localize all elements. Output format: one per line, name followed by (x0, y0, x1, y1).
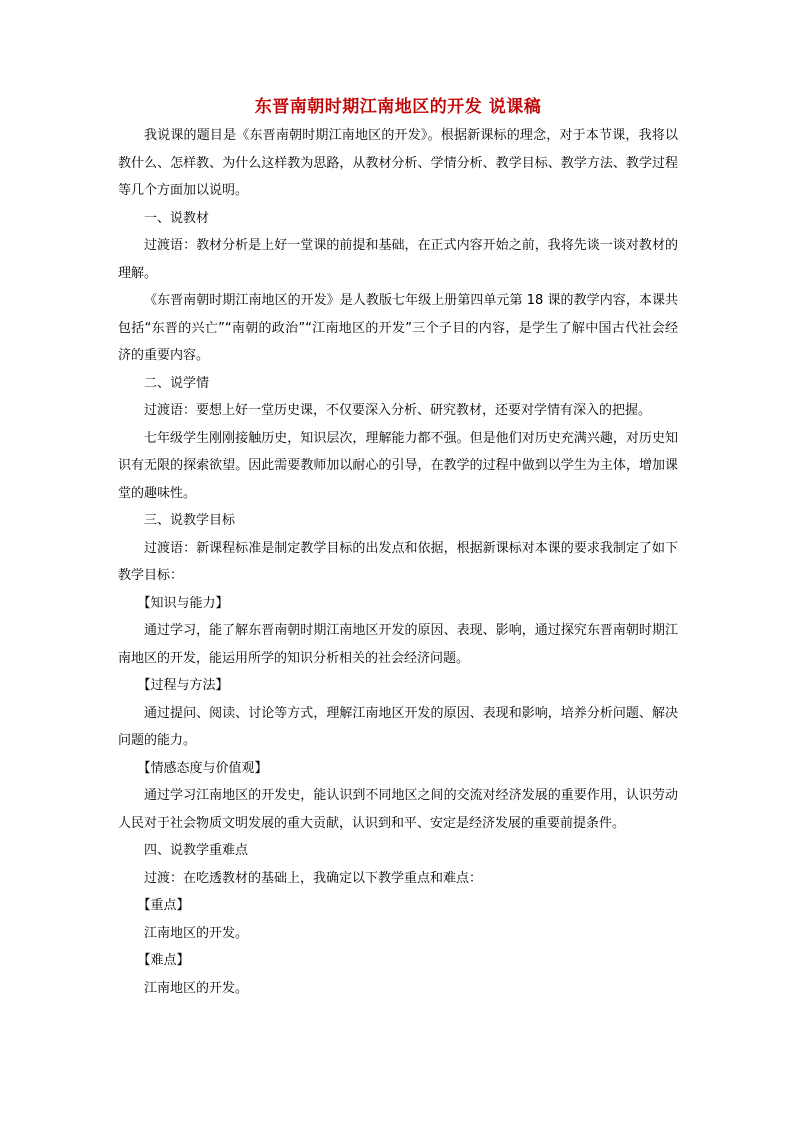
transition-paragraph: 过渡：在吃透教材的基础上，我确定以下教学重点和难点： (144, 870, 483, 886)
document-title: 东晋南朝时期江南地区的开发 说课稿 (254, 97, 542, 117)
body-paragraph: 七年级学生刚刚接触历史，知识层次，理解能力都不强。但是他们对历史充满兴趣，对历史知识有无限的探索欲望。因此需要教师加以耐心的引导，在教学的过程中做到以学生为主体，增加课堂的趣味性。 (118, 430, 678, 501)
subheading-process: 【过程与方法】 (137, 678, 229, 693)
transition-paragraph: 过渡语：要想上好一堂历史课，不仅要深入分析、研究教材，还要对学情有深入的把握。 (144, 403, 652, 418)
body-paragraph: 通过提问、阅读、讨论等方式，理解江南地区开发的原因、表现和影响，培养分析问题、解决问题的能力。 (118, 705, 678, 748)
transition-paragraph: 过渡语：教材分析是上好一堂课的前提和基础，在正式内容开始之前，我将先谈一谈对教材的理解。 (118, 238, 678, 281)
document-page (118, 96, 678, 1002)
section-heading-students: 二、说学情 (144, 375, 210, 391)
section-heading-key-points: 四、说教学重难点 (144, 843, 249, 858)
body-paragraph: 通过学习，能了解东晋南朝时期江南地区开发的原因、表现、影响，通过探究东晋南朝时期江南地区的开发，能运用所学的知识分析相关的社会经济问题。 (118, 623, 678, 666)
transition-paragraph: 过渡语：新课程标准是制定教学目标的出发点和依据，根据新课标对本课的要求我制定了如下教学目标： (118, 540, 678, 583)
body-paragraph: 通过学习江南地区的开发史，能认识到不同地区之间的交流对经济发展的重要作用，认识劳动人民对于社会物质文明发展的重大贡献，认识到和平、安定是经济发展的重要前提条件。 (118, 788, 678, 831)
section-heading-objectives: 三、说教学目标 (144, 513, 236, 528)
section-heading-textbook: 一、说教材 (144, 210, 210, 226)
subheading-knowledge: 【知识与能力】 (137, 595, 229, 611)
body-paragraph: 江南地区的开发。 (144, 980, 249, 996)
subheading-difficulty: 【难点】 (137, 953, 190, 968)
subheading-key-point: 【重点】 (137, 898, 190, 913)
body-paragraph: 江南地区的开发。 (144, 925, 249, 941)
intro-paragraph: 我说课的题目是《东晋南朝时期江南地区的开发》。根据新课标的理念，对于本节课，我将以教什么、怎样教、为什么这样教为思路，从教材分析、学情分析、教学目标、教学方法、教学过程等几个方面加以说明。 (118, 128, 678, 198)
subheading-values: 【情感态度与价值观】 (137, 760, 268, 776)
body-paragraph: 《东晋南朝时期江南地区的开发》是人教版七年级上册第四单元第 18 课的教学内容，本课共包括“东晋的兴亡”“南朝的政治”“江南地区的开发”三个子目的内容，是学生了解中国古代社会经济的重要内容。 (118, 293, 678, 363)
